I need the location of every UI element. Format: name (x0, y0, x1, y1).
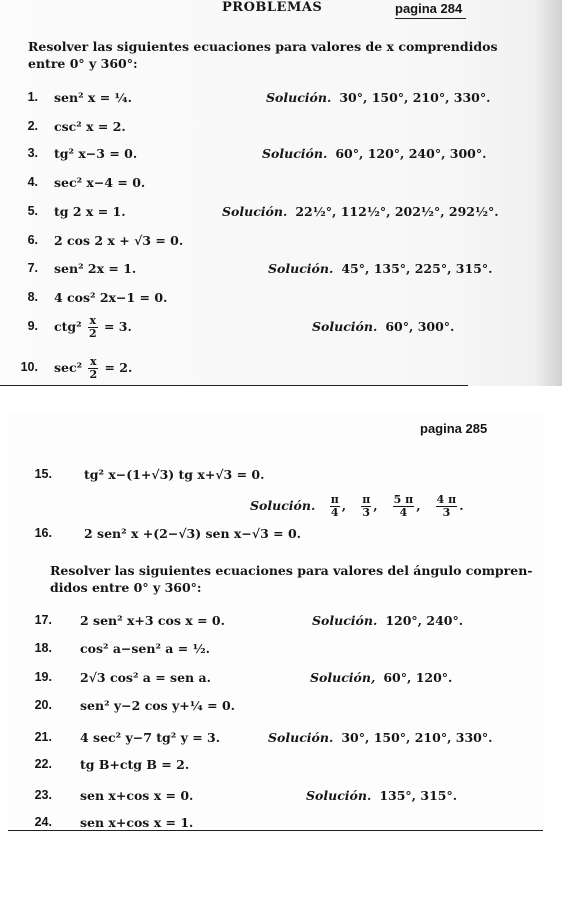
solution-label: Solución. (262, 146, 328, 161)
problem-number: 3. (27, 146, 38, 160)
problem-equation (54, 315, 132, 340)
instruction-line-1: Resolver las siguientes ecuaciones para valores de x comprendidos (28, 39, 498, 54)
problem-number: 5. (27, 204, 38, 218)
problem-number: 24. (34, 815, 52, 829)
problem-number: 16. (34, 526, 52, 540)
problem-solution: Solución. $\frac{\pi}{4}$ , $\frac{\pi}{3}$ , $\frac{5 \pi}{4}$ , $\frac{4 \pi}{3}$ . (250, 493, 464, 519)
solution-fraction (393, 494, 415, 519)
problem-number: 2. (27, 119, 38, 133)
problem-equation: 4 sec² y−7 tg² y = 3. (80, 730, 221, 745)
problem-equation: tg² x−(1+√3) tg x+√3 = 0. (84, 467, 265, 482)
solution-fraction (436, 494, 458, 519)
problem-number: 15. (34, 467, 52, 481)
fraction-numerator: 5 π (393, 493, 414, 506)
page-284-bottom-rule (0, 385, 468, 386)
fraction-numerator: x (89, 355, 97, 368)
solution-values: 120°, 240°. (385, 613, 464, 628)
page-label-285: pagina 285 (420, 421, 488, 436)
page-285-bottom-rule (8, 830, 543, 831)
problem-equation: sen² y−2 cos y+¼ = 0. (80, 698, 236, 713)
problem-number: 17. (34, 613, 52, 627)
problem-solution (222, 204, 499, 219)
problem-equation: sec² x−4 = 0. (54, 175, 146, 190)
page-label-284 (395, 1, 462, 16)
problem-number: 1. (27, 90, 38, 104)
problem-equation: cos² a−sen² a = ½. (80, 641, 210, 656)
solution-label: Solución. (266, 90, 332, 105)
problem-number: 23. (34, 788, 52, 802)
problem-equation: sen x+cos x = 1. (80, 815, 194, 830)
problem-number: 10. (20, 360, 38, 374)
problem-equation: tg 2 x = 1. (54, 204, 126, 219)
solution-fraction (361, 494, 371, 519)
problem-equation: sen² 2x = 1. (54, 261, 137, 276)
instruction-284 (28, 38, 498, 72)
problem-equation: sen x+cos x = 0. (80, 788, 194, 803)
problem-equation (54, 356, 132, 381)
problem-number: 18. (34, 641, 52, 655)
fraction-denominator: 2 (88, 327, 97, 340)
solution-label: Solución. (250, 498, 316, 513)
solution-values: 22½°, 112½°, 202½°, 292½°. (295, 204, 499, 219)
problem-equation: csc² x = 2. (54, 119, 126, 134)
instruction-285 (50, 562, 532, 596)
solution-values: 30°, 150°, 210°, 330°. (339, 90, 491, 105)
solution-values: 60°, 120°. (383, 670, 453, 685)
instruction-line-1: Resolver las siguientes ecuaciones para valores del ángulo compren- (50, 563, 533, 578)
page-label-284-text: pagina 284 (395, 1, 463, 16)
solution-label: Solución. (222, 204, 288, 219)
solution-label: Solución. (312, 613, 378, 628)
page-title: PROBLEMAS (222, 0, 323, 15)
solution-values: 60°, 120°, 240°, 300°. (335, 146, 487, 161)
equation-part: = 3. (103, 319, 132, 334)
problem-solution (312, 319, 454, 334)
problem-number: 6. (27, 233, 38, 247)
fraction-numerator: 4 π (436, 493, 457, 506)
problem-number: 22. (34, 757, 52, 771)
solution-label: Solución. (306, 788, 372, 803)
problem-number: 4. (27, 175, 38, 189)
solution-fraction (330, 494, 340, 519)
solution-values: 45°, 135°, 225°, 315°. (341, 261, 493, 276)
problem-solution (306, 788, 457, 803)
equation-part: sec² (54, 360, 83, 375)
solution-label: Solución. (268, 730, 334, 745)
problem-number: 7. (27, 261, 38, 275)
problem-equation: 2 sen² x+3 cos x = 0. (80, 613, 225, 628)
fraction-denominator: 4 (399, 506, 408, 519)
problem-solution (312, 613, 463, 628)
fraction-denominator: 3 (442, 506, 451, 519)
problem-equation: tg² x−3 = 0. (54, 146, 138, 161)
problem-solution (310, 670, 452, 685)
problem-solution (268, 261, 492, 276)
fraction-denominator: 4 (330, 506, 339, 519)
problem-equation: 4 cos² 2x−1 = 0. (54, 290, 168, 305)
fraction-denominator: 3 (362, 506, 371, 519)
problem-equation: 2 cos 2 x + √3 = 0. (54, 233, 184, 248)
problem-solution (266, 90, 490, 105)
problem-number: 20. (34, 698, 52, 712)
problem-number: 8. (27, 290, 38, 304)
fraction-numerator: π (362, 493, 371, 506)
solution-values: 30°, 150°, 210°, 330°. (341, 730, 493, 745)
problem-number: 9. (27, 319, 38, 333)
equation-fraction (88, 356, 98, 381)
page-edge-shadow (534, 0, 562, 386)
equation-fraction (88, 315, 98, 340)
problem-equation: 2√3 cos² a = sen a. (80, 670, 211, 685)
problem-number: 19. (34, 670, 52, 684)
instruction-line-2: entre 0° y 360°: (28, 56, 138, 71)
instruction-line-2: didos entre 0° y 360°: (50, 580, 202, 595)
problem-equation: 2 sen² x +(2−√3) sen x−√3 = 0. (84, 526, 301, 541)
fraction-numerator: π (330, 493, 339, 506)
solution-label: Solución. (268, 261, 334, 276)
problem-solution (262, 146, 486, 161)
solution-label: Solución. (312, 319, 378, 334)
solution-values: 135°, 315°. (379, 788, 458, 803)
equation-part: ctg² (54, 319, 82, 334)
problem-equation: sen² x = ¼. (54, 90, 132, 105)
fraction-denominator: 2 (89, 368, 98, 381)
page-label-underline (395, 18, 466, 19)
problem-solution (268, 730, 492, 745)
fraction-numerator: x (89, 314, 97, 327)
solution-values: 60°, 300°. (385, 319, 455, 334)
solution-label: Solución, (310, 670, 376, 685)
equation-part: = 2. (104, 360, 133, 375)
problem-equation: tg B+ctg B = 2. (80, 757, 190, 772)
problem-number: 21. (34, 730, 52, 744)
